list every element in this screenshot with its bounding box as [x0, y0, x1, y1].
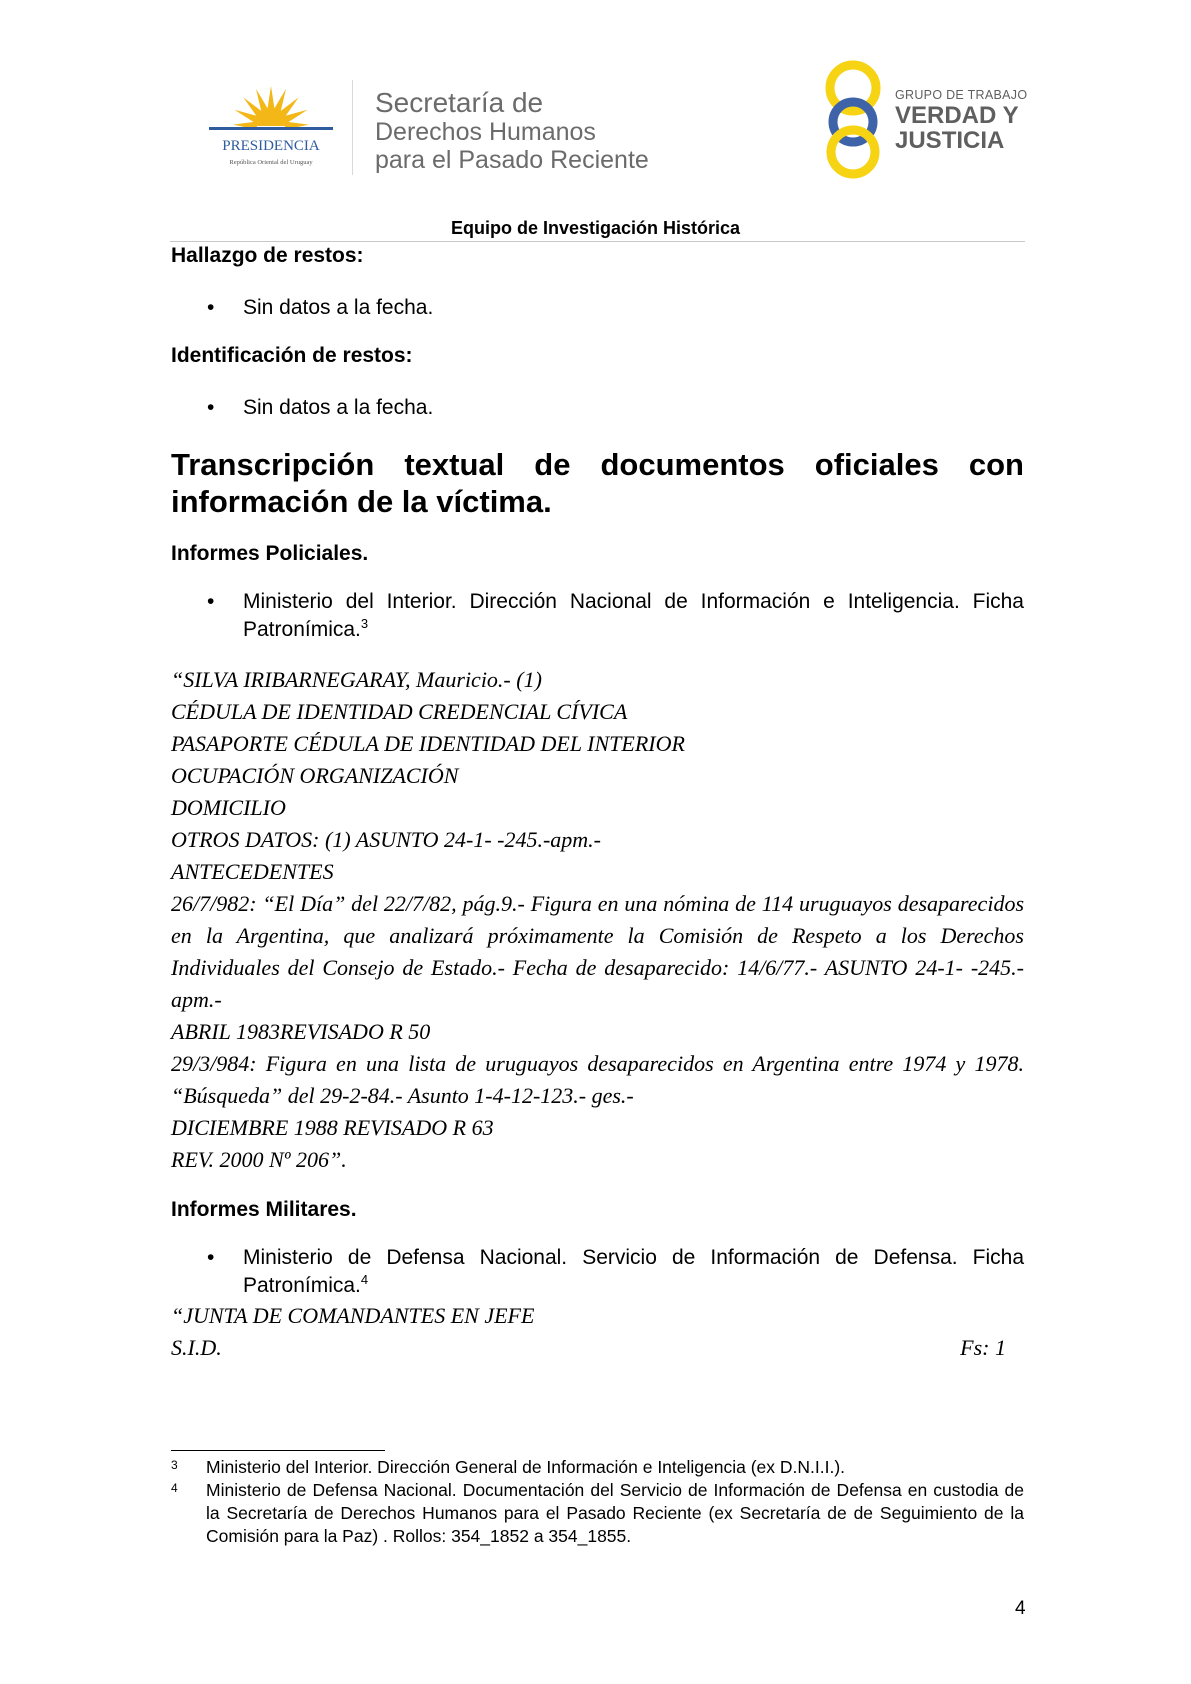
policial-line: DICIEMBRE 1988 REVISADO R 63 [171, 1115, 494, 1140]
policiales-item [171, 588, 1024, 644]
identificacion-heading: Identificación de restos: [171, 344, 413, 367]
page-number: 4 [1015, 1598, 1026, 1619]
militar-line: “JUNTA DE COMANDANTES EN JEFE [171, 1303, 535, 1328]
informes-policiales-heading: Informes Policiales. [171, 542, 369, 565]
footnote-number: 3 [171, 1458, 178, 1472]
militar-sid: S.I.D. [171, 1335, 222, 1360]
page-header [0, 0, 1191, 240]
identificacion-item [171, 394, 1024, 422]
footnote-text: Ministerio del Interior. Dirección General de Información e Inteligencia (ex D.N.I.I.). [206, 1457, 846, 1477]
militar-sid-row [171, 1332, 1024, 1364]
policial-line: ANTECEDENTES [171, 859, 334, 884]
equipo-header-title: Equipo de Investigación Histórica [450, 218, 741, 238]
secretaria-line1: Secretaría de [375, 87, 544, 118]
militares-item [171, 1244, 1024, 1300]
policiales-item-text: Ministerio del Interior. Dirección Nacional de Información e Inteligencia. Ficha Patronímica. [243, 590, 1024, 641]
policial-line: CÉDULA DE IDENTIDAD CREDENCIAL CÍVICA [171, 699, 628, 724]
bullet-icon: • [207, 396, 215, 419]
footnote-ref-4[interactable]: 4 [360, 1272, 369, 1287]
bullet-icon: • [207, 296, 215, 319]
grupo-line3: JUSTICIA [895, 127, 1005, 154]
footnotes [171, 1456, 1024, 1548]
policial-antecedente-1982: 26/7/982: “El Día” del 22/7/82, pág.9.- Figura en una nómina de 114 uruguayos desaparecidos en la Argentina, que analizará próximamente la Comisión de Respeto a los Derechos Individuales del Consejo de Estado.- Fecha de desaparecido: 14/6/77.- ASUNTO 24-1- -245.- apm.- [171, 891, 1024, 1012]
presidencia-sun-logo [196, 78, 346, 178]
grupo-line1: GRUPO DE TRABAJO [895, 88, 1028, 102]
ficha-policial-transcription [171, 664, 1024, 1176]
presidencia-subtitle: República Oriental del Uruguay [229, 159, 313, 166]
hallazgo-item [171, 294, 1024, 322]
header-rule [170, 241, 1025, 242]
secretaria-line2: Derechos Humanos [375, 118, 596, 146]
policial-line: REV. 2000 Nº 206”. [171, 1147, 347, 1172]
secretaria-logo-text [375, 88, 649, 174]
ficha-militar-transcription [171, 1300, 1024, 1364]
bullet-icon: • [207, 590, 215, 613]
document-body [171, 244, 1024, 1364]
footnote-separator [171, 1450, 385, 1451]
informes-militares-heading: Informes Militares. [171, 1198, 357, 1221]
militar-folio: Fs: 1 [960, 1335, 1006, 1360]
identificacion-item-text: Sin datos a la fecha. [243, 396, 434, 419]
footnote-ref-3[interactable]: 3 [360, 616, 369, 631]
grupo-line2: VERDAD Y [895, 102, 1019, 129]
policial-line: “SILVA IRIBARNEGARAY, Mauricio.- (1) [171, 667, 542, 692]
logo-divider [352, 80, 353, 175]
bullet-icon: • [207, 1246, 215, 1269]
policial-line: ABRIL 1983REVISADO R 50 [171, 1019, 431, 1044]
militares-item-text: Ministerio de Defensa Nacional. Servicio de Información de Defensa. Ficha Patronímica. [243, 1246, 1024, 1297]
secretaria-line3: para el Pasado Reciente [375, 146, 649, 174]
policial-antecedente-1984: 29/3/984: Figura en una lista de uruguayos desaparecidos en Argentina entre 1974 y 1978. “Búsqueda” del 29-2-84.- Asunto 1-4-12-123.- ges.- [171, 1051, 1024, 1108]
footnote-4 [171, 1479, 1024, 1548]
policial-line: PASAPORTE CÉDULA DE IDENTIDAD DEL INTERIOR [171, 731, 685, 756]
grupo-trabajo-text [895, 88, 1027, 153]
footnote-3 [171, 1456, 1024, 1479]
policial-line: OTROS DATOS: (1) ASUNTO 24-1- -245.-apm.- [171, 827, 602, 852]
policial-line: DOMICILIO [171, 795, 286, 820]
footnote-number: 4 [171, 1481, 178, 1495]
hallazgo-heading: Hallazgo de restos: [171, 244, 364, 267]
footnote-text: Ministerio de Defensa Nacional. Documentación del Servicio de Información de Defensa en custodia de la Secretaría de Derechos Humanos para el Pasado Reciente (ex Secretaría de de Seguimiento de la Comisión para la Paz) . Rollos: 354_1852 a 354_1855. [206, 1480, 1024, 1546]
policial-line: OCUPACIÓN ORGANIZACIÓN [171, 763, 459, 788]
transcripcion-heading: Transcripción textual de documentos oficiales con información de la víctima. [171, 447, 1024, 519]
hallazgo-item-text: Sin datos a la fecha. [243, 296, 434, 319]
presidencia-name: PRESIDENCIA [222, 138, 320, 154]
